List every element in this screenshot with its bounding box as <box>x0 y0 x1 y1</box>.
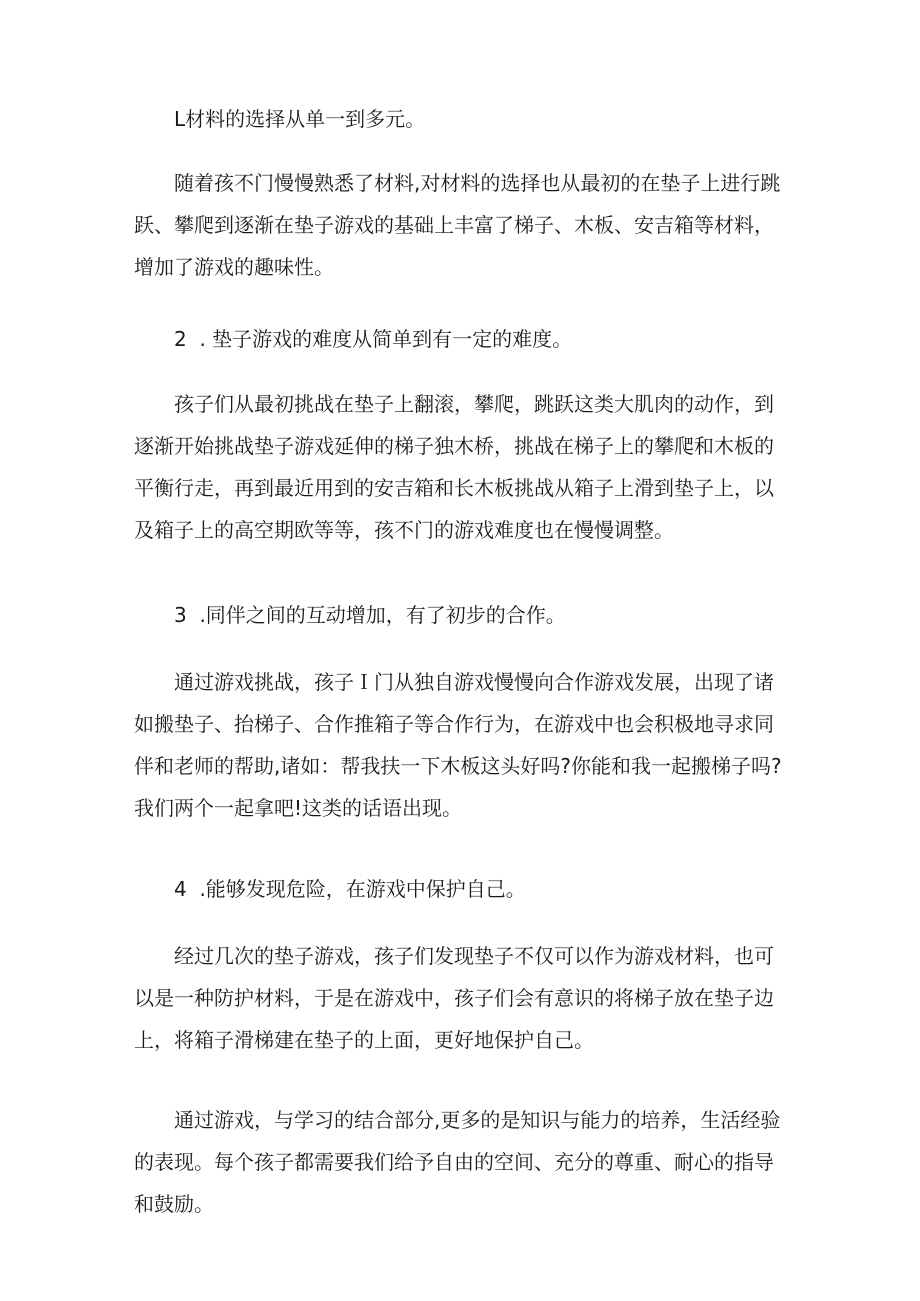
conclusion-paragraph: 通过游戏，与学习的结合部分,更多的是知识与能力的培养，生活经验的表现。每个孩子都需要我们给予自由的空间、充分的尊重、耐心的指导和鼓励。 <box>134 1108 781 1216</box>
section-3-body: 通过游戏挑战，孩子Ｉ门从独自游戏慢慢向合作游戏发展，出现了诸如搬垫子、抬梯子、合作推箱子等合作行为，在游戏中也会积极地寻求同伴和老师的帮助,诸如：帮我扶一下木板这头好吗?你能和我一起搬梯子吗?我们两个一起拿吧!这类的话语出现。 <box>134 670 782 820</box>
section-2-body: 孩子们从最初挑战在垫子上翻滚，攀爬，跳跃这类大肌肉的动作，到逐渐开始挑战垫子游戏延伸的梯子独木桥，挑战在梯子上的攀爬和木板的平衡行走，再到最近用到的安吉箱和长木板挑战从箱子上滑到垫子上，以及箱子上的高空期欧等等，孩不门的游戏难度也在慢慢调整。 <box>134 392 774 542</box>
section-3-heading: 3 .同伴之间的互动增加，有了初步的合作。 <box>174 603 566 627</box>
section-4-body: 经过几次的垫子游戏，孩子们发现垫子不仅可以作为游戏材料，也可以是一种防护材料，于是在游戏中，孩子们会有意识的将梯子放在垫子边上，将箱子滑梯建在垫子的上面，更好地保护自己。 <box>134 944 774 1052</box>
section-1-heading: L材料的选择从单一到多元。 <box>174 107 426 131</box>
section-2-heading: 2 . 垫子游戏的难度从简单到有一定的难度。 <box>174 327 573 351</box>
section-1-body: 随着孩不门慢慢熟悉了材料,对材料的选择也从最初的在垫子上进行跳跃、攀爬到逐渐在垫子游戏的基础上丰富了梯子、木板、安吉箱等材料，增加了游戏的趣味性。 <box>134 171 781 279</box>
section-4-heading: 4 .能够发现危险，在游戏中保护自己。 <box>174 877 526 901</box>
